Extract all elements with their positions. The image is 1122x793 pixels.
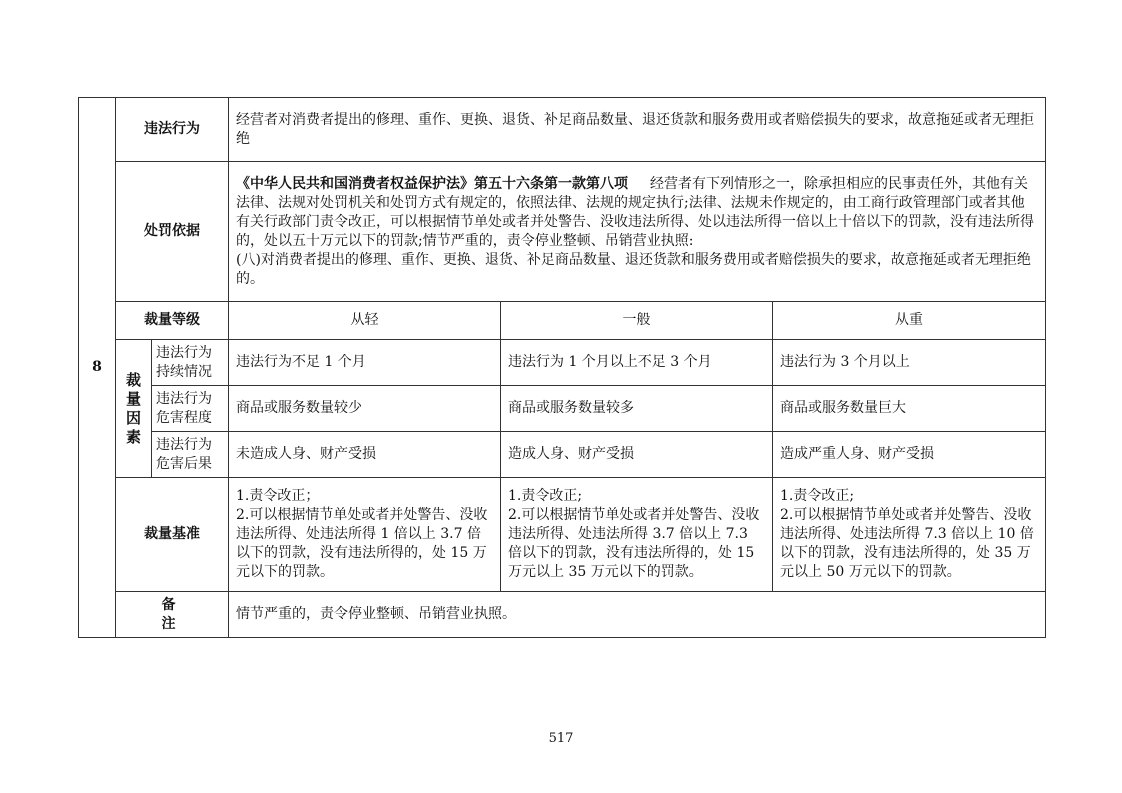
factor-row xyxy=(79,386,1046,432)
illegal-act-label: 违法行为 xyxy=(116,98,229,162)
factor-heavy: 违法行为 3 个月以上 xyxy=(773,340,1046,386)
illegal-act-row xyxy=(79,98,1046,162)
factors-label xyxy=(116,340,152,478)
remarks-text: 情节严重的，责令停业整顿、吊销营业执照。 xyxy=(229,592,1046,638)
law-text: 经营者有下列情形之一，除承担相应的民事责任外，其他有关法律、法规对处罚机关和处罚方式有规定的，依照法律、法规的规定执行;法律、法规未作规定的，由工商行政管理部门或者其他有关行政部门责令改正，可以根据情节单处或者并处警告、没收违法所得、处以违法所得一倍以上十倍以下的罚款，没有违法所得的，处以五十万元以下的罚款;情节严重的，责令停业整顿、吊销营业执照: xyxy=(236,175,1034,249)
factors-label-char: 素 xyxy=(125,427,141,446)
penalty-basis-label: 处罚依据 xyxy=(116,162,229,302)
factor-light: 商品或服务数量较少 xyxy=(229,386,501,432)
standard-light: 1.责令改正； 2.可以根据情节单处或者并处警告、没收违法所得、处违法所得 1 倍以上 3.7 倍以下的罚款，没有违法所得的，处 15 万元以下的罚款。 xyxy=(229,478,501,592)
factor-row xyxy=(79,340,1046,386)
law-item-text: (八)对消费者提出的修理、重作、更换、退货、补足商品数量、退还货款和服务费用或者赔偿损失的要求，故意拖延或者无理拒绝的。 xyxy=(236,251,1031,287)
law-title: 《中华人民共和国消费者权益保护法》第五十六条第一款第八项 xyxy=(236,175,628,192)
levels-row xyxy=(79,302,1046,340)
discretion-table xyxy=(78,97,1046,638)
factor-name: 违法行为持续情况 xyxy=(152,340,229,386)
factor-heavy: 商品或服务数量巨大 xyxy=(773,386,1046,432)
standard-general: 1.责令改正; 2.可以根据情节单处或者并处警告、没收违法所得、处违法所得 3.7 倍以上 7.3 倍以下的罚款，没有违法所得的，处 15 万元以上 35 万元以下的罚款。 xyxy=(501,478,773,592)
level-heavy: 从重 xyxy=(773,302,1046,340)
factor-name: 违法行为危害程度 xyxy=(152,386,229,432)
row-number: 8 xyxy=(79,98,116,638)
penalty-basis-content xyxy=(229,162,1046,302)
remarks-label: 备注 xyxy=(116,592,229,638)
standard-row xyxy=(79,478,1046,592)
levels-label: 裁量等级 xyxy=(116,302,229,340)
standard-heavy: 1.责令改正; 2.可以根据情节单处或者并处警告、没收违法所得、处违法所得 7.3 倍以上 10 倍以下的罚款，没有违法所得的，处 35 万元以上 50 万元以下的罚款。 xyxy=(773,478,1046,592)
factors-label-char: 裁 xyxy=(125,370,141,389)
factor-heavy: 造成严重人身、财产受损 xyxy=(773,432,1046,478)
level-light: 从轻 xyxy=(229,302,501,340)
factor-name: 违法行为危害后果 xyxy=(152,432,229,478)
remarks-row xyxy=(79,592,1046,638)
factor-general: 违法行为 1 个月以上不足 3 个月 xyxy=(501,340,773,386)
standard-label: 裁量基准 xyxy=(116,478,229,592)
page-number: 517 xyxy=(548,731,574,746)
factor-general: 商品或服务数量较多 xyxy=(501,386,773,432)
illegal-act-text: 经营者对消费者提出的修理、重作、更换、退货、补足商品数量、退还货款和服务费用或者赔偿损失的要求，故意拖延或者无理拒绝 xyxy=(229,98,1046,162)
factors-label-char: 因 xyxy=(125,408,141,427)
penalty-basis-row xyxy=(79,162,1046,302)
level-general: 一般 xyxy=(501,302,773,340)
factor-general: 造成人身、财产受损 xyxy=(501,432,773,478)
factor-light: 违法行为不足 1 个月 xyxy=(229,340,501,386)
factor-light: 未造成人身、财产受损 xyxy=(229,432,501,478)
factor-row xyxy=(79,432,1046,478)
factors-label-char: 量 xyxy=(125,389,141,408)
